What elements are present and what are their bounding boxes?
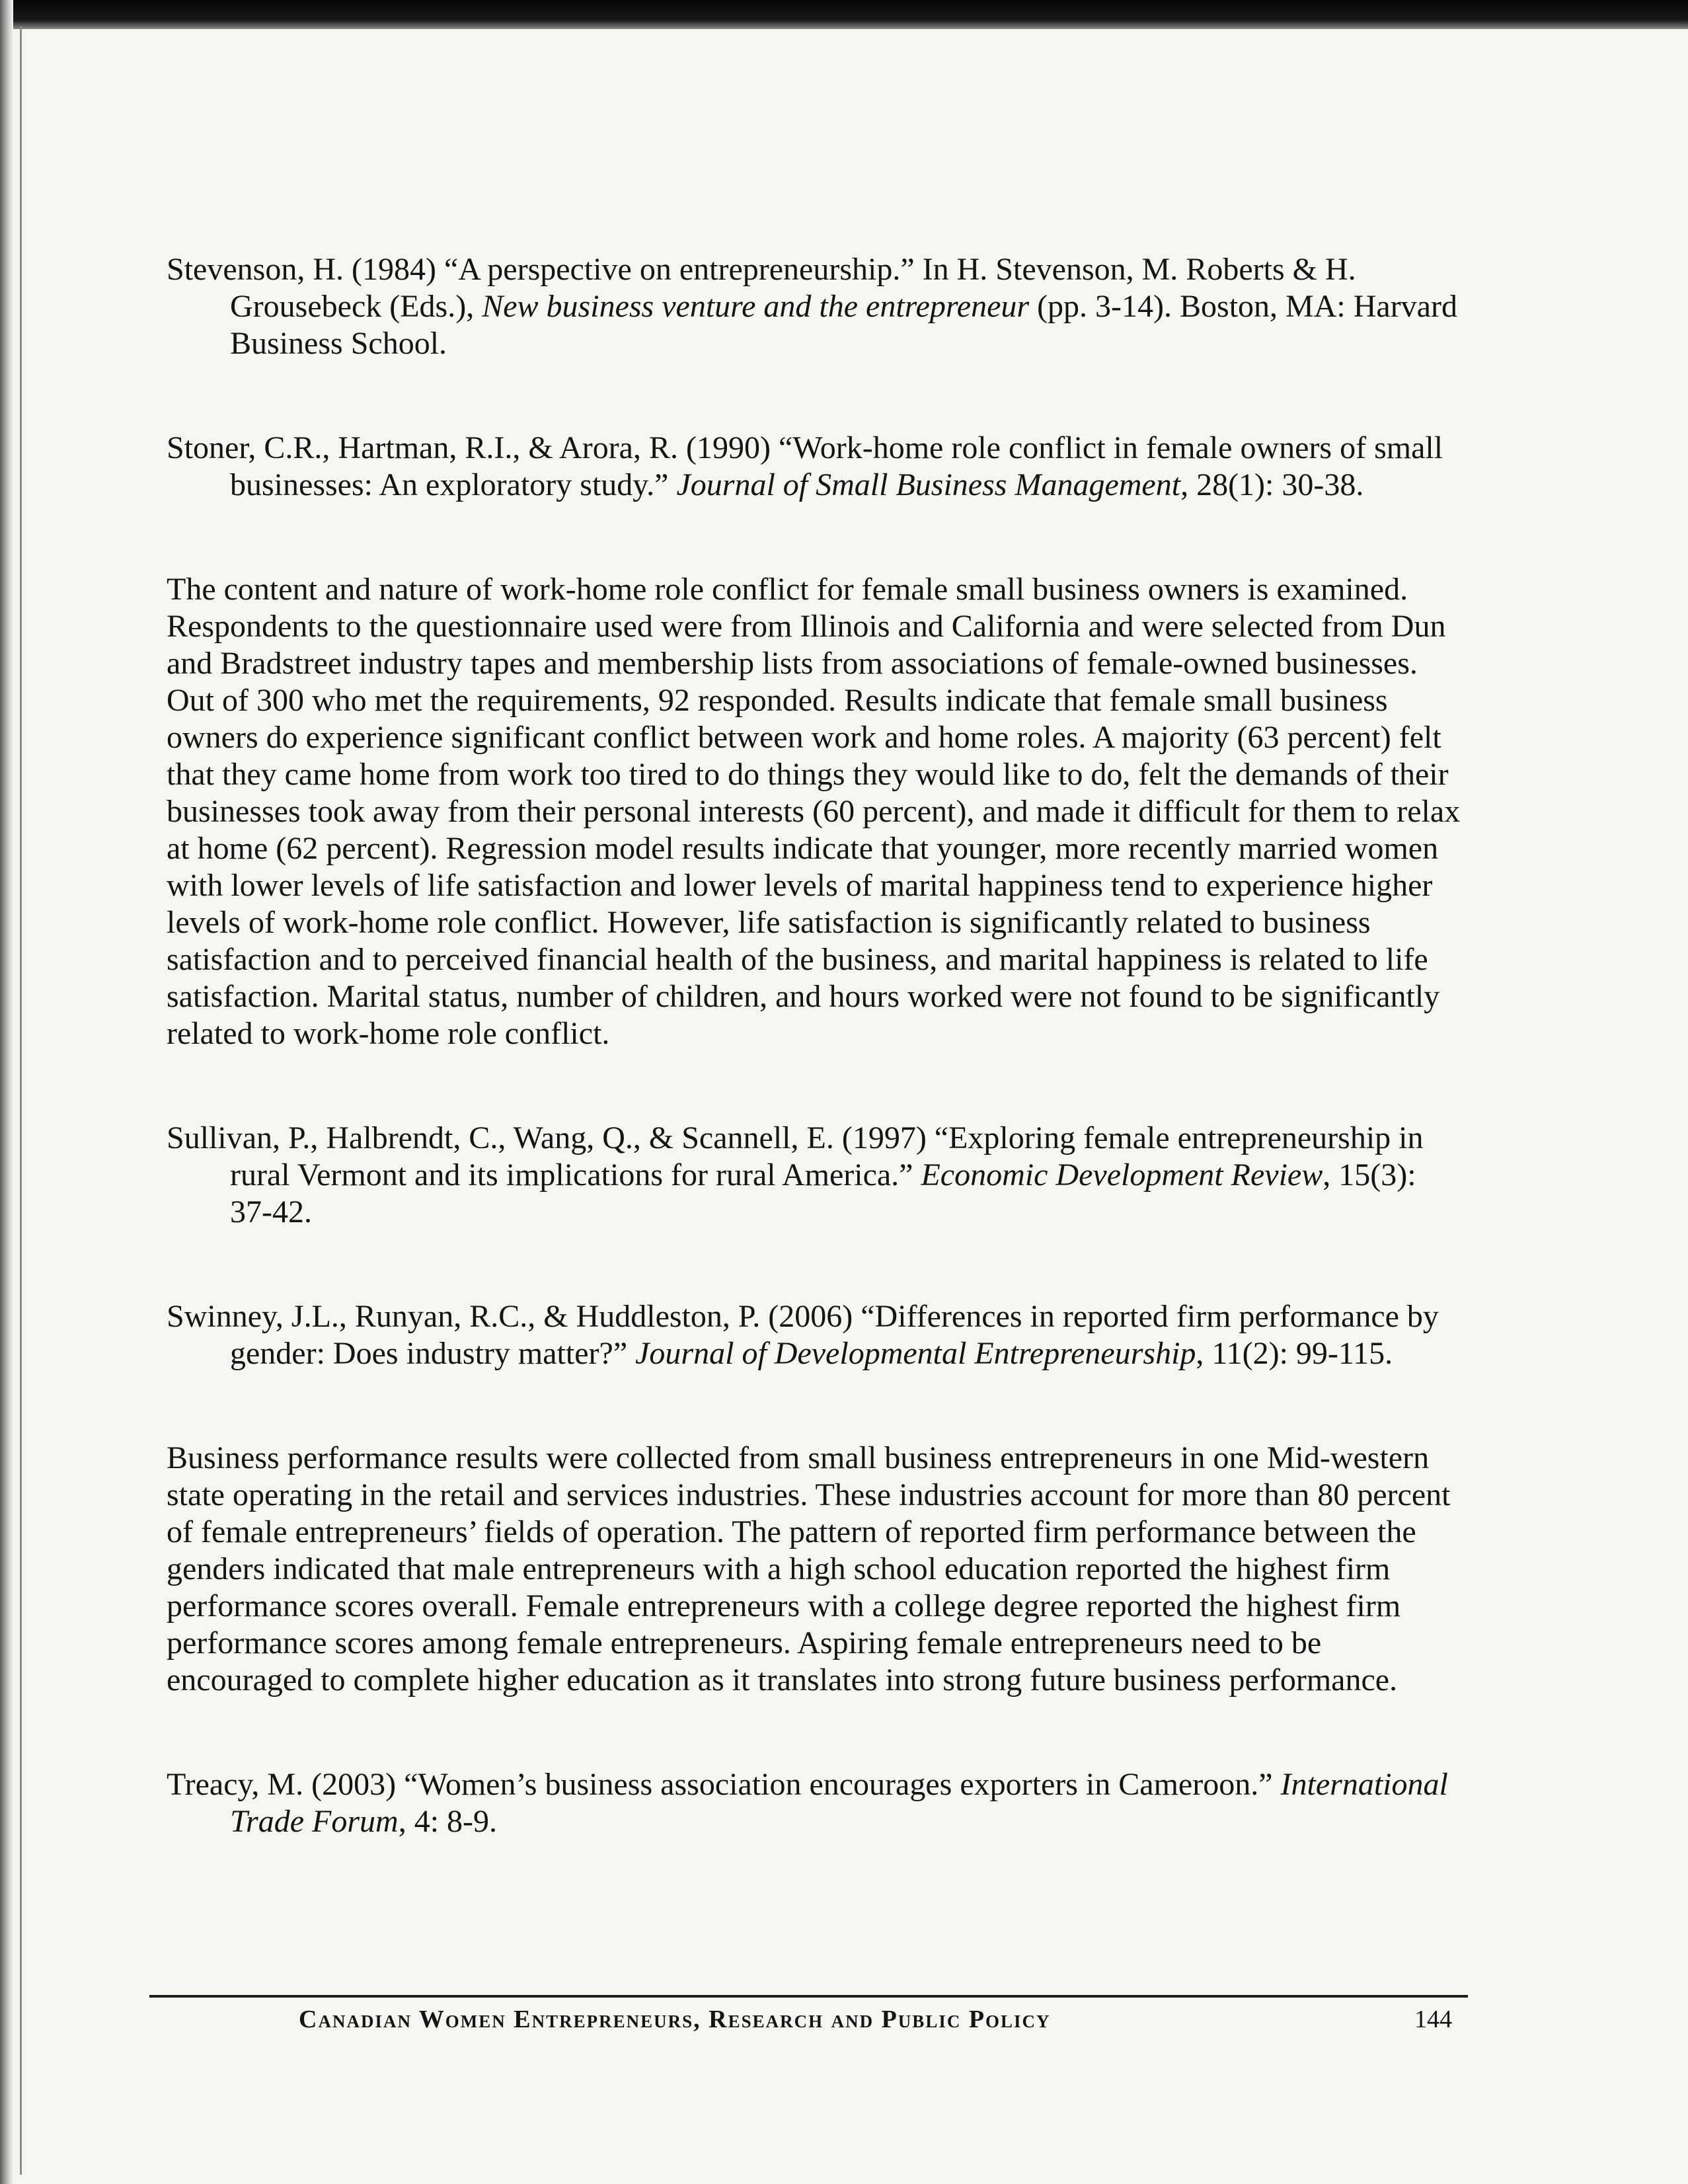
- reference-text: Swinney, J.L., Runyan, R.C., & Huddleston, P. (2006) “Differences in reported firm performance by gender: Does industry matter?”: [167, 1299, 1439, 1371]
- reference-text-tail: , 11(2): 99-115.: [1196, 1336, 1393, 1371]
- reference-text: Treacy, M. (2003) “Women’s business association encourages exporters in Cameroon.”: [167, 1767, 1281, 1802]
- reference-entry: [167, 251, 1462, 362]
- reference-entry: [167, 1120, 1462, 1231]
- scan-top-border: [0, 0, 1688, 29]
- reference-source-title: International Trade Forum: [230, 1767, 1448, 1839]
- reference-source-title: Economic Development Review: [921, 1157, 1323, 1192]
- scan-left-edge: [0, 0, 13, 2184]
- footer-rule: [149, 1995, 1468, 1998]
- page-number: 144: [1414, 2006, 1452, 2033]
- reference-text: Sullivan, P., Halbrendt, C., Wang, Q., & Scannell, E. (1997) “Exploring female entrepreneurship in rural Vermont and its implications for rural America.”: [167, 1120, 1424, 1192]
- reference-text-tail: , 15(3): 37-42.: [230, 1157, 1416, 1229]
- reference-source-title: Journal of Small Business Management: [676, 467, 1181, 502]
- reference-entry: [167, 1766, 1462, 1840]
- reference-abstract: The content and nature of work-home role conflict for female small business owners is examined. Respondents to the questionnaire used were from Illinois and California and were selected from Dun and Bradstreet industry tapes and membership lists from associations of female-owned businesses. Out of 300 who met the requirements, 92 responded. Results indicate that female small business owners do experience significant conflict between work and home roles. A majority (63 percent) felt that they came home from work too tired to do things they would like to do, felt the demands of their businesses took away from their personal interests (60 percent), and made it difficult for them to relax at home (62 percent). Regression model results indicate that younger, more recently married women with lower levels of life satisfaction and lower levels of marital happiness tend to experience higher levels of work-home role conflict. However, life satisfaction is significantly related to business satisfaction and to perceived financial health of the business, and marital happiness is related to life satisfaction. Marital status, number of children, and hours worked were not found to be significantly related to work-home role conflict.: [167, 572, 1461, 1051]
- page-body: [167, 251, 1462, 1908]
- reference-text-tail: (pp. 3-14). Boston, MA: Harvard Business School.: [230, 289, 1457, 361]
- reference-entry: [167, 1298, 1462, 1372]
- running-footer-title: Canadian Women Entrepreneurs, Research and Public Policy: [299, 2006, 1051, 2033]
- reference-text: Stoner, C.R., Hartman, R.I., & Arora, R. (1990) “Work-home role conflict in female owners of small businesses: An exploratory study.”: [167, 430, 1443, 502]
- reference-text: Stevenson, H. (1984) “A perspective on entrepreneurship.” In H. Stevenson, M. Roberts & H. Grousebeck (Eds.),: [167, 252, 1356, 324]
- reference-abstract: Business performance results were collected from small business entrepreneurs in one Mid-western state operating in the retail and services industries. These industries account for more than 80 percent of female entrepreneurs’ fields of operation. The pattern of reported firm performance between the genders indicated that male entrepreneurs with a high school education reported the highest firm performance scores overall. Female entrepreneurs with a college degree reported the highest firm performance scores among female entrepreneurs. Aspiring female entrepreneurs need to be encouraged to complete higher education as it translates into strong future business performance.: [167, 1440, 1451, 1697]
- reference-text-tail: , 4: 8-9.: [398, 1804, 498, 1839]
- reference-source-title: Journal of Developmental Entrepreneurship: [635, 1336, 1196, 1371]
- reference-source-title: New business venture and the entrepreneur: [482, 289, 1030, 324]
- scan-binding-line: [20, 26, 22, 2175]
- reference-entry: [167, 430, 1462, 504]
- reference-text-tail: , 28(1): 30-38.: [1180, 467, 1364, 502]
